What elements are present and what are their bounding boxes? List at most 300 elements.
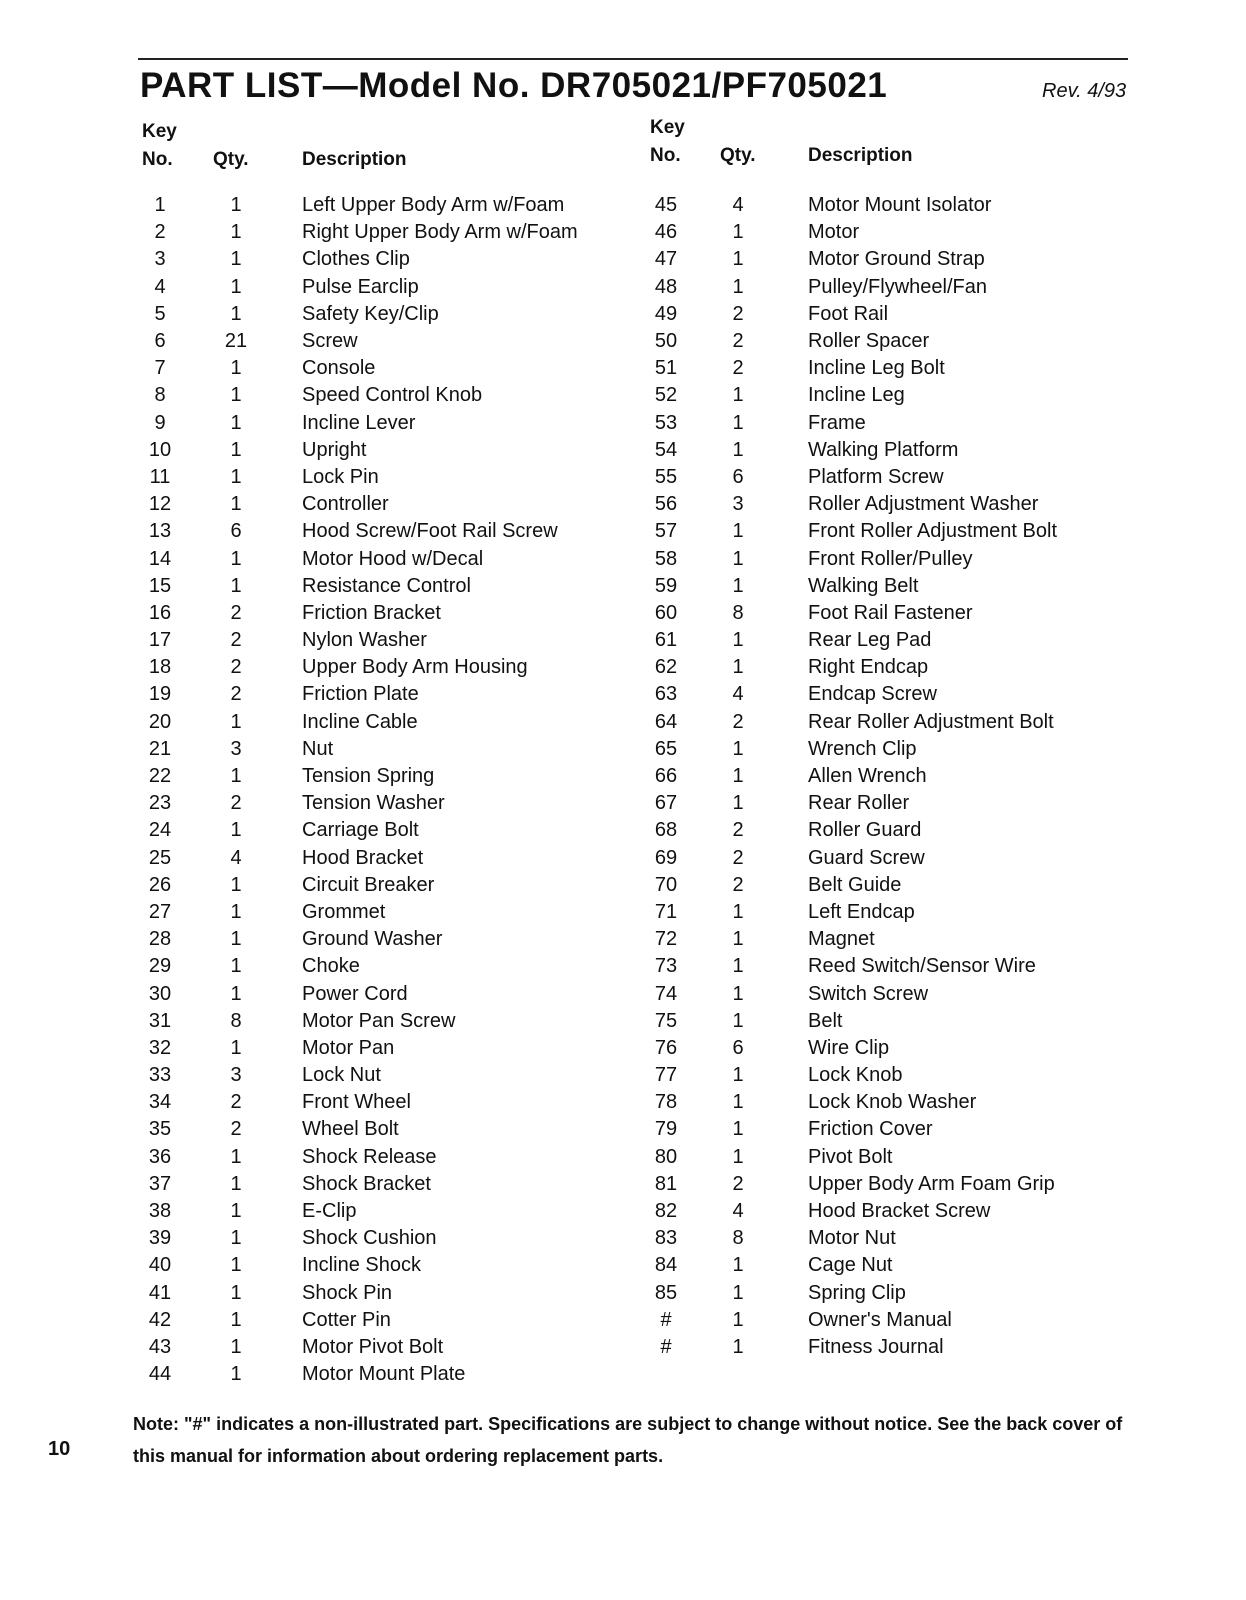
description-cell: Motor Nut [808, 1227, 896, 1250]
table-row [140, 518, 632, 545]
description-cell: Platform Screw [808, 465, 944, 488]
key-cell: 60 [654, 601, 678, 624]
key-cell: 65 [654, 737, 678, 760]
table-row [644, 219, 1108, 246]
table-row [140, 627, 632, 654]
key-cell: 49 [654, 302, 678, 325]
qty-cell: 4 [732, 683, 744, 706]
key-cell: 75 [654, 1009, 678, 1032]
table-row [140, 1089, 632, 1116]
table-row [140, 1116, 632, 1143]
qty-cell: 1 [230, 574, 242, 597]
description-cell: Hood Bracket Screw [808, 1200, 991, 1223]
qty-cell: 1 [230, 1200, 242, 1223]
key-cell: 39 [148, 1227, 172, 1250]
qty-cell: 1 [230, 900, 242, 923]
qty-cell: 1 [732, 384, 744, 407]
qty-cell: 1 [732, 248, 744, 271]
key-cell: 76 [654, 1036, 678, 1059]
description-cell: Walking Platform [808, 438, 959, 461]
qty-cell: 6 [230, 520, 242, 543]
key-cell: 5 [154, 302, 166, 325]
table-row [644, 763, 1108, 790]
qty-cell: 1 [732, 547, 744, 570]
table-row [140, 763, 632, 790]
qty-cell: 1 [230, 493, 242, 516]
right-key-header-line1: Key [650, 117, 685, 138]
description-cell: Front Roller/Pulley [808, 547, 973, 570]
key-cell: 62 [654, 656, 678, 679]
description-cell: Roller Spacer [808, 330, 930, 353]
table-row [140, 1252, 632, 1279]
key-cell: 67 [654, 792, 678, 815]
qty-cell: 1 [732, 629, 744, 652]
description-cell: Cotter Pin [302, 1308, 391, 1331]
description-cell: Hood Bracket [302, 846, 424, 869]
table-row [140, 1198, 632, 1225]
key-cell: 81 [654, 1172, 678, 1195]
qty-cell: 1 [230, 1281, 242, 1304]
right-key-header-line2: No. [650, 145, 681, 166]
qty-cell: 1 [732, 520, 744, 543]
table-row [644, 845, 1108, 872]
qty-cell: 1 [230, 1227, 242, 1250]
description-cell: Motor Mount Plate [302, 1363, 466, 1386]
description-cell: Rear Leg Pad [808, 629, 932, 652]
table-row [644, 192, 1108, 219]
page-title: PART LIST—Model No. DR705021/PF705021 [140, 66, 888, 105]
qty-cell: 1 [230, 1254, 242, 1277]
description-cell: Roller Guard [808, 819, 922, 842]
table-row [140, 681, 632, 708]
qty-cell: 1 [230, 1363, 242, 1386]
table-row [140, 736, 632, 763]
right-description-header: Description [808, 145, 913, 166]
table-row [644, 654, 1108, 681]
key-cell: 54 [654, 438, 678, 461]
key-cell: 30 [148, 982, 172, 1005]
key-cell: 52 [654, 384, 678, 407]
qty-cell: 1 [230, 194, 242, 217]
key-cell: 84 [654, 1254, 678, 1277]
key-cell: 45 [654, 194, 678, 217]
qty-cell: 8 [230, 1009, 242, 1032]
table-row [140, 545, 632, 572]
key-cell: 27 [148, 900, 172, 923]
qty-cell: 2 [230, 1091, 242, 1114]
key-cell: 4 [154, 275, 166, 298]
qty-cell: 1 [230, 275, 242, 298]
table-row [140, 817, 632, 844]
key-cell: 23 [148, 792, 172, 815]
description-cell: Tension Washer [302, 792, 445, 815]
table-row [140, 654, 632, 681]
qty-cell: 1 [732, 1064, 744, 1087]
key-cell: 6 [154, 330, 166, 353]
table-row [140, 491, 632, 518]
key-cell: 13 [148, 520, 172, 543]
key-cell: 11 [149, 465, 171, 488]
table-row [140, 1225, 632, 1252]
key-cell: 53 [654, 411, 678, 434]
key-cell: 22 [148, 765, 172, 788]
description-cell: Pulley/Flywheel/Fan [808, 275, 987, 298]
table-row [644, 1062, 1108, 1089]
qty-cell: 1 [732, 900, 744, 923]
description-cell: Lock Knob Washer [808, 1091, 977, 1114]
qty-cell: 2 [230, 1118, 242, 1141]
description-cell: Power Cord [302, 982, 408, 1005]
key-cell: 58 [654, 547, 678, 570]
qty-cell: 1 [732, 275, 744, 298]
qty-cell: 1 [230, 1335, 242, 1358]
key-cell: 42 [148, 1308, 172, 1331]
qty-cell: 1 [230, 1036, 242, 1059]
description-cell: Upper Body Arm Foam Grip [808, 1172, 1055, 1195]
table-row [140, 980, 632, 1007]
qty-cell: 2 [230, 792, 242, 815]
key-cell: 35 [148, 1118, 172, 1141]
key-cell: 32 [148, 1036, 172, 1059]
qty-cell: 1 [732, 574, 744, 597]
qty-cell: 1 [732, 1118, 744, 1141]
description-cell: Roller Adjustment Washer [808, 493, 1039, 516]
description-cell: Friction Cover [808, 1118, 933, 1141]
left-description-header: Description [302, 149, 407, 170]
table-row [644, 464, 1108, 491]
description-cell: Pulse Earclip [302, 275, 419, 298]
key-cell: 56 [654, 493, 678, 516]
table-row [140, 872, 632, 899]
key-cell: 31 [148, 1009, 172, 1032]
qty-cell: 2 [230, 629, 242, 652]
qty-cell: 1 [230, 819, 242, 842]
table-row [140, 1062, 632, 1089]
key-cell: 48 [654, 275, 678, 298]
description-cell: Motor Pivot Bolt [302, 1335, 444, 1358]
table-row [140, 1144, 632, 1171]
qty-cell: 2 [732, 710, 744, 733]
table-row [644, 600, 1108, 627]
key-cell: 63 [654, 683, 678, 706]
key-cell: 38 [148, 1200, 172, 1223]
qty-cell: 1 [732, 1145, 744, 1168]
qty-cell: 21 [224, 330, 248, 353]
table-row [644, 681, 1108, 708]
qty-cell: 2 [230, 656, 242, 679]
table-row [140, 1171, 632, 1198]
description-cell: Belt Guide [808, 873, 902, 896]
description-cell: Motor Pan [302, 1036, 395, 1059]
table-row [140, 1008, 632, 1035]
table-row [140, 246, 632, 273]
table-row [140, 926, 632, 953]
qty-cell: 1 [732, 928, 744, 951]
key-cell: 83 [654, 1227, 678, 1250]
description-cell: Friction Plate [302, 683, 419, 706]
key-cell: 51 [654, 357, 678, 380]
key-cell: 8 [154, 384, 166, 407]
qty-cell: 3 [230, 1064, 242, 1087]
key-cell: 33 [148, 1064, 172, 1087]
qty-cell: 2 [732, 357, 744, 380]
key-cell: # [660, 1335, 672, 1358]
description-cell: Belt [808, 1009, 843, 1032]
qty-cell: 4 [732, 1200, 744, 1223]
description-cell: Walking Belt [808, 574, 919, 597]
qty-cell: 1 [230, 1172, 242, 1195]
description-cell: Screw [302, 330, 358, 353]
qty-cell: 1 [732, 955, 744, 978]
table-row [644, 790, 1108, 817]
description-cell: Right Endcap [808, 656, 929, 679]
table-row [140, 382, 632, 409]
key-cell: 1 [154, 194, 166, 217]
qty-cell: 1 [230, 955, 242, 978]
left-key-header-line2: No. [142, 149, 173, 170]
description-cell: Wheel Bolt [302, 1118, 399, 1141]
table-row [644, 1225, 1108, 1252]
table-row [644, 953, 1108, 980]
table-row [140, 790, 632, 817]
description-cell: Foot Rail Fastener [808, 601, 973, 624]
description-cell: Allen Wrench [808, 765, 927, 788]
description-cell: Incline Leg Bolt [808, 357, 945, 380]
description-cell: Upper Body Arm Housing [302, 656, 528, 679]
qty-cell: 2 [732, 330, 744, 353]
right-qty-header: Qty. [720, 145, 756, 166]
table-row [644, 437, 1108, 464]
key-cell: 28 [148, 928, 172, 951]
right-key-header [650, 114, 685, 170]
description-cell: Motor Ground Strap [808, 248, 985, 271]
description-cell: Lock Nut [302, 1064, 381, 1087]
left-key-header-line1: Key [142, 121, 177, 142]
qty-cell: 1 [732, 737, 744, 760]
table-row [644, 1144, 1108, 1171]
description-cell: Resistance Control [302, 574, 471, 597]
qty-cell: 3 [732, 493, 744, 516]
table-row [140, 1334, 632, 1361]
description-cell: Foot Rail [808, 302, 889, 325]
footnote: Note: "#" indicates a non-illustrated part. Specifications are subject to change without notice. See the back cover of this manual for information about ordering replacement parts. [133, 1414, 1123, 1466]
table-row [644, 1307, 1108, 1334]
key-cell: 24 [148, 819, 172, 842]
qty-cell: 1 [230, 928, 242, 951]
description-cell: Shock Pin [302, 1281, 393, 1304]
table-row [140, 274, 632, 301]
qty-cell: 2 [732, 873, 744, 896]
qty-cell: 1 [230, 248, 242, 271]
description-cell: Endcap Screw [808, 683, 937, 706]
key-cell: 34 [148, 1091, 172, 1114]
description-cell: Fitness Journal [808, 1335, 944, 1358]
description-cell: Incline Leg [808, 384, 905, 407]
qty-cell: 1 [732, 656, 744, 679]
key-cell: 21 [148, 737, 172, 760]
table-row [140, 1307, 632, 1334]
key-cell: 61 [654, 629, 678, 652]
qty-cell: 1 [732, 1281, 744, 1304]
table-row [644, 382, 1108, 409]
table-row [644, 274, 1108, 301]
description-cell: Shock Release [302, 1145, 437, 1168]
key-cell: 43 [148, 1335, 172, 1358]
key-cell: 12 [148, 493, 172, 516]
description-cell: Choke [302, 955, 360, 978]
table-row [140, 301, 632, 328]
key-cell: 80 [654, 1145, 678, 1168]
key-cell: 41 [148, 1281, 172, 1304]
key-cell: # [660, 1308, 672, 1331]
table-row [644, 1035, 1108, 1062]
qty-cell: 1 [230, 357, 242, 380]
qty-cell: 1 [230, 710, 242, 733]
description-cell: Incline Lever [302, 411, 416, 434]
key-cell: 14 [148, 547, 172, 570]
table-row [140, 1280, 632, 1307]
description-cell: Shock Cushion [302, 1227, 437, 1250]
description-cell: Front Wheel [302, 1091, 411, 1114]
key-cell: 66 [654, 765, 678, 788]
table-row [644, 980, 1108, 1007]
qty-cell: 2 [230, 601, 242, 624]
table-row [644, 573, 1108, 600]
key-cell: 68 [654, 819, 678, 842]
key-cell: 47 [654, 248, 678, 271]
description-cell: Cage Nut [808, 1254, 893, 1277]
qty-cell: 1 [230, 438, 242, 461]
description-cell: Nut [302, 737, 334, 760]
description-cell: Clothes Clip [302, 248, 410, 271]
qty-cell: 1 [732, 765, 744, 788]
left-key-header [142, 118, 177, 174]
qty-cell: 1 [732, 438, 744, 461]
table-row [644, 518, 1108, 545]
table-row [140, 573, 632, 600]
qty-cell: 1 [732, 411, 744, 434]
qty-cell: 8 [732, 601, 744, 624]
qty-cell: 6 [732, 465, 744, 488]
key-cell: 78 [654, 1091, 678, 1114]
table-row [644, 545, 1108, 572]
key-cell: 2 [154, 221, 166, 244]
description-cell: Shock Bracket [302, 1172, 431, 1195]
qty-cell: 1 [230, 547, 242, 570]
key-cell: 72 [654, 928, 678, 951]
description-cell: Speed Control Knob [302, 384, 483, 407]
key-cell: 50 [654, 330, 678, 353]
key-cell: 55 [654, 465, 678, 488]
qty-cell: 1 [230, 1308, 242, 1331]
table-row [644, 1171, 1108, 1198]
qty-cell: 1 [732, 792, 744, 815]
description-cell: E-Clip [302, 1200, 357, 1223]
qty-cell: 1 [230, 873, 242, 896]
table-row [140, 845, 632, 872]
description-cell: Incline Cable [302, 710, 418, 733]
table-row [644, 1089, 1108, 1116]
revision-label: Rev. 4/93 [1042, 80, 1127, 102]
table-row [140, 328, 632, 355]
table-row [644, 872, 1108, 899]
table-row [644, 709, 1108, 736]
qty-cell: 1 [732, 982, 744, 1005]
description-cell: Reed Switch/Sensor Wire [808, 955, 1036, 978]
qty-cell: 2 [230, 683, 242, 706]
description-cell: Upright [302, 438, 367, 461]
key-cell: 18 [148, 656, 172, 679]
table-row [140, 410, 632, 437]
description-cell: Frame [808, 411, 866, 434]
description-cell: Right Upper Body Arm w/Foam [302, 221, 578, 244]
page-number: 10 [48, 1438, 71, 1460]
key-cell: 9 [154, 411, 166, 434]
table-row [644, 1334, 1108, 1361]
description-cell: Nylon Washer [302, 629, 427, 652]
qty-cell: 1 [732, 1091, 744, 1114]
table-row [140, 953, 632, 980]
description-cell: Owner's Manual [808, 1308, 952, 1331]
key-cell: 73 [654, 955, 678, 978]
table-row [644, 246, 1108, 273]
description-cell: Motor [808, 221, 860, 244]
description-cell: Lock Pin [302, 465, 379, 488]
description-cell: Wire Clip [808, 1036, 890, 1059]
table-row [644, 627, 1108, 654]
qty-cell: 2 [732, 1172, 744, 1195]
qty-cell: 1 [230, 982, 242, 1005]
table-row [140, 899, 632, 926]
description-cell: Left Endcap [808, 900, 915, 923]
table-row [140, 1035, 632, 1062]
description-cell: Controller [302, 493, 389, 516]
description-cell: Lock Knob [808, 1064, 903, 1087]
table-row [644, 355, 1108, 382]
description-cell: Friction Bracket [302, 601, 441, 624]
table-row [140, 437, 632, 464]
description-cell: Grommet [302, 900, 386, 923]
table-row [644, 736, 1108, 763]
key-cell: 17 [148, 629, 172, 652]
key-cell: 10 [148, 438, 172, 461]
description-cell: Circuit Breaker [302, 873, 435, 896]
description-cell: Carriage Bolt [302, 819, 419, 842]
description-cell: Wrench Clip [808, 737, 917, 760]
description-cell: Left Upper Body Arm w/Foam [302, 194, 565, 217]
table-row [140, 464, 632, 491]
description-cell: Motor Pan Screw [302, 1009, 456, 1032]
table-row [644, 491, 1108, 518]
key-cell: 69 [654, 846, 678, 869]
qty-cell: 1 [230, 384, 242, 407]
key-cell: 79 [654, 1118, 678, 1141]
table-row [644, 1008, 1108, 1035]
description-cell: Safety Key/Clip [302, 302, 439, 325]
key-cell: 37 [148, 1172, 172, 1195]
key-cell: 74 [654, 982, 678, 1005]
key-cell: 7 [154, 357, 166, 380]
table-row [644, 1252, 1108, 1279]
parts-table-right [644, 192, 1108, 1361]
description-cell: Pivot Bolt [808, 1145, 893, 1168]
description-cell: Tension Spring [302, 765, 435, 788]
key-cell: 77 [654, 1064, 678, 1087]
qty-cell: 6 [732, 1036, 744, 1059]
qty-cell: 2 [732, 302, 744, 325]
description-cell: Magnet [808, 928, 875, 951]
qty-cell: 4 [732, 194, 744, 217]
